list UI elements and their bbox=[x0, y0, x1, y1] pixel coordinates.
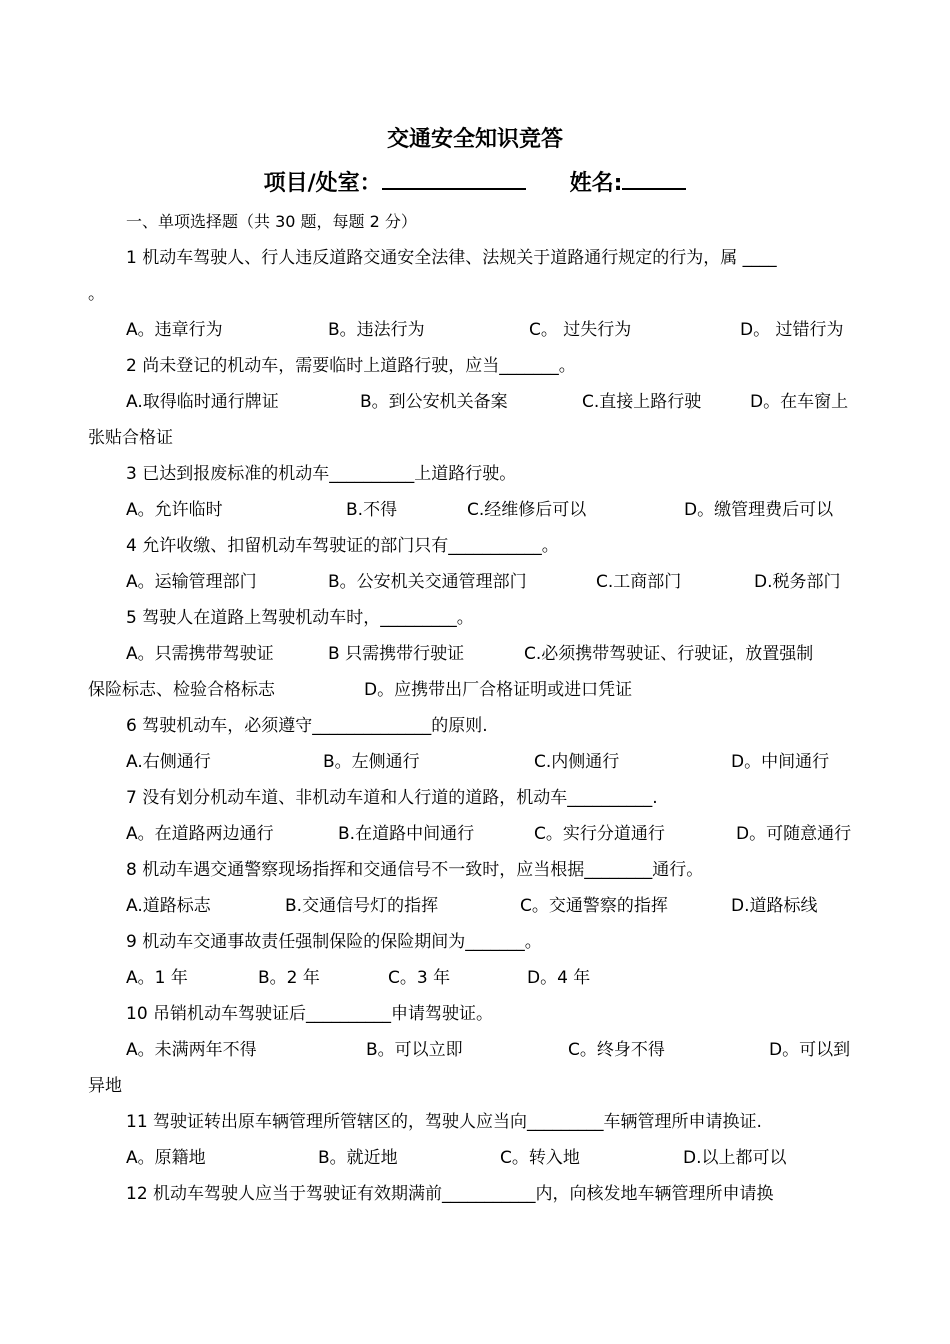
option-b[interactable]: B。左侧通行 bbox=[323, 752, 420, 772]
option-d[interactable]: D。可随意通行 bbox=[736, 824, 852, 844]
option-d[interactable]: D。4 年 bbox=[527, 968, 591, 988]
option-c[interactable]: C.经维修后可以 bbox=[467, 500, 587, 520]
option-d[interactable]: D。 过错行为 bbox=[740, 320, 844, 340]
option-a[interactable]: A.取得临时通行牌证 bbox=[126, 392, 279, 412]
option-row bbox=[88, 564, 863, 600]
option-c[interactable]: C.工商部门 bbox=[596, 572, 682, 592]
name-label: 姓名: bbox=[569, 171, 623, 196]
option-d[interactable]: D.道路标线 bbox=[731, 896, 818, 916]
question-text: 2 尚未登记的机动车，需要临时上道路行驶，应当_______。 bbox=[126, 356, 576, 376]
option-d[interactable]: D。在车窗上 bbox=[750, 392, 849, 412]
option-row bbox=[88, 384, 863, 420]
question-text: 4 允许收缴、扣留机动车驾驶证的部门只有___________。 bbox=[126, 536, 559, 556]
option-continuation-row bbox=[88, 672, 863, 708]
question-text: 6 驾驶机动车，必须遵守______________的原则. bbox=[126, 716, 488, 736]
section-heading: 一、单项选择题（共 30 题，每题 2 分） bbox=[126, 212, 417, 231]
option-b[interactable]: B。公安机关交通管理部门 bbox=[328, 572, 527, 592]
question-text: 11 驾驶证转出原车辆管理所管辖区的，驾驶人应当向_________车辆管理所申请换证. bbox=[126, 1112, 762, 1132]
option-b[interactable]: B 只需携带行驶证 bbox=[328, 644, 465, 664]
dept-label: 项目/处室： bbox=[263, 171, 382, 196]
option-c[interactable]: C。 过失行为 bbox=[529, 320, 632, 340]
option-b[interactable]: B.交通信号灯的指挥 bbox=[285, 896, 439, 916]
option-c-continuation: 保险标志、检验合格标志 bbox=[88, 680, 275, 700]
option-b[interactable]: B。违法行为 bbox=[328, 320, 425, 340]
option-a[interactable]: A.道路标志 bbox=[126, 896, 211, 916]
option-a[interactable]: A.右侧通行 bbox=[126, 752, 211, 772]
name-blank[interactable] bbox=[622, 166, 686, 190]
question-text: 1 机动车驾驶人、行人违反道路交通安全法律、法规关于道路通行规定的行为，属 ____ bbox=[126, 248, 777, 268]
option-d[interactable]: D.税务部门 bbox=[754, 572, 841, 592]
dept-blank[interactable] bbox=[382, 166, 526, 190]
option-a[interactable]: A。1 年 bbox=[126, 968, 188, 988]
option-row bbox=[88, 960, 863, 996]
option-a[interactable]: A。允许临时 bbox=[126, 500, 223, 520]
header-fields bbox=[0, 166, 950, 200]
option-row bbox=[88, 312, 863, 348]
option-c[interactable]: C。转入地 bbox=[500, 1148, 580, 1168]
option-d[interactable]: D。可以到 bbox=[769, 1040, 851, 1060]
option-continuation: 张贴合格证 bbox=[88, 428, 173, 448]
option-d[interactable]: D。缴管理费后可以 bbox=[684, 500, 834, 520]
option-c[interactable]: C。3 年 bbox=[388, 968, 451, 988]
option-row bbox=[88, 744, 863, 780]
option-continuation: 异地 bbox=[88, 1076, 122, 1096]
question-text: 12 机动车驾驶人应当于驾驶证有效期满前___________内，向核发地车辆管理所申请换 bbox=[126, 1184, 774, 1204]
option-b[interactable]: B.在道路中间通行 bbox=[338, 824, 475, 844]
option-row bbox=[88, 492, 863, 528]
option-a[interactable]: A。原籍地 bbox=[126, 1148, 206, 1168]
question-text: 3 已达到报废标准的机动车__________上道路行驶。 bbox=[126, 464, 517, 484]
question-continuation: 。 bbox=[88, 284, 105, 304]
option-b[interactable]: B.不得 bbox=[346, 500, 398, 520]
option-a[interactable]: A。运输管理部门 bbox=[126, 572, 257, 592]
option-a[interactable]: A。在道路两边通行 bbox=[126, 824, 274, 844]
page-title: 交通安全知识竞答 bbox=[386, 127, 563, 152]
option-row bbox=[88, 1140, 863, 1176]
option-row bbox=[88, 888, 863, 924]
option-row bbox=[88, 636, 863, 672]
question-list bbox=[88, 204, 863, 1212]
option-c[interactable]: C。终身不得 bbox=[568, 1040, 665, 1060]
option-c[interactable]: C.直接上路行驶 bbox=[582, 392, 702, 412]
option-a[interactable]: A。只需携带驾驶证 bbox=[126, 644, 274, 664]
option-row bbox=[88, 1032, 863, 1068]
question-text: 8 机动车遇交通警察现场指挥和交通信号不一致时，应当根据________通行。 bbox=[126, 860, 704, 880]
option-row bbox=[88, 816, 863, 852]
question-text: 10 吊销机动车驾驶证后__________申请驾驶证。 bbox=[126, 1004, 494, 1024]
option-c[interactable]: C。交通警察的指挥 bbox=[520, 896, 668, 916]
option-d[interactable]: D.以上都可以 bbox=[683, 1148, 787, 1168]
option-b[interactable]: B。可以立即 bbox=[366, 1040, 463, 1060]
option-c[interactable]: C。实行分道通行 bbox=[534, 824, 665, 844]
option-b[interactable]: B。就近地 bbox=[318, 1148, 398, 1168]
option-c[interactable]: C.内侧通行 bbox=[534, 752, 620, 772]
option-d[interactable]: D。中间通行 bbox=[731, 752, 830, 772]
question-text: 9 机动车交通事故责任强制保险的保险期间为_______。 bbox=[126, 932, 542, 952]
option-a[interactable]: A。违章行为 bbox=[126, 320, 223, 340]
option-b[interactable]: B。到公安机关备案 bbox=[360, 392, 508, 412]
option-a[interactable]: A。未满两年不得 bbox=[126, 1040, 257, 1060]
question-text: 7 没有划分机动车道、非机动车道和人行道的道路，机动车__________. bbox=[126, 788, 658, 808]
option-c[interactable]: C.必须携带驾驶证、行驶证，放置强制 bbox=[524, 644, 814, 664]
option-d[interactable]: D。应携带出厂合格证明或进口凭证 bbox=[364, 680, 633, 700]
option-b[interactable]: B。2 年 bbox=[258, 968, 320, 988]
question-text: 5 驾驶人在道路上驾驶机动车时，_________。 bbox=[126, 608, 474, 628]
